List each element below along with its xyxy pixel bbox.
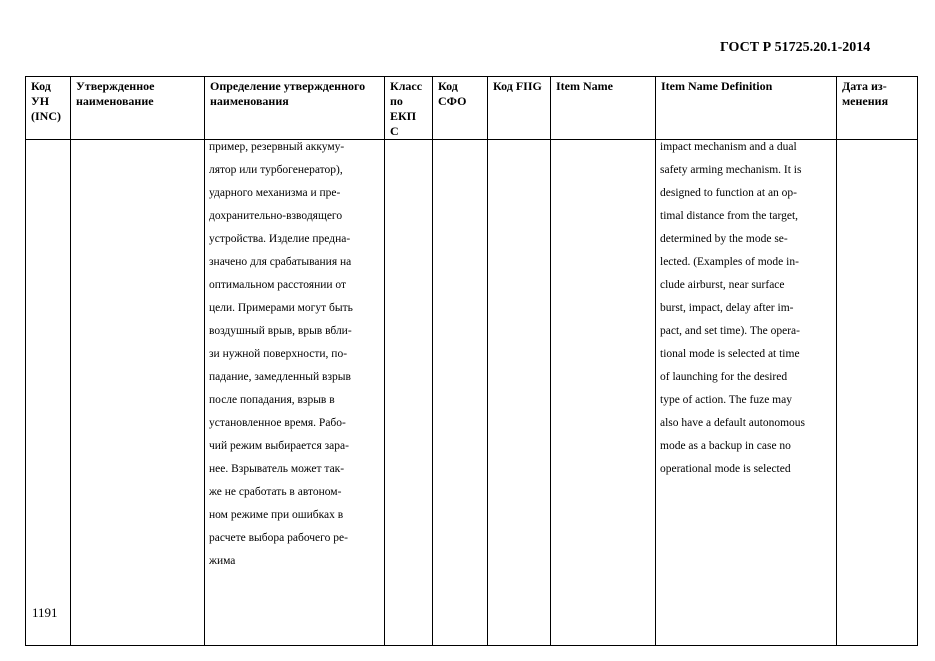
definition-en-lines	[656, 140, 836, 485]
text-line: determined by the mode se-	[660, 233, 788, 245]
text-line: установленное время. Рабо-	[209, 417, 346, 429]
text-line: оптимальном расстоянии от	[209, 279, 347, 291]
text-line: operational mode is selected	[660, 463, 791, 475]
text-line: после попадания, взрыв в	[209, 394, 335, 406]
text-line: ном режиме при ошибках в	[209, 509, 344, 521]
text-line: чий режим выбирается зара-	[209, 440, 349, 452]
catalog-table	[25, 76, 918, 646]
text-line: падание, замедленный взрыв	[209, 371, 351, 383]
text-line: clude airburst, near surface	[660, 279, 785, 291]
header-sfo-code: Код СФО	[433, 77, 488, 140]
header-approved-name: Утвержденное наименование	[71, 77, 205, 140]
cell-fiig-code	[488, 140, 551, 646]
header-item-name: Item Name	[551, 77, 656, 140]
header-inc-code: Код УН (INC)	[26, 77, 71, 140]
table-row	[26, 140, 918, 646]
text-line: timal distance from the target,	[660, 210, 799, 222]
text-line: designed to function at an op-	[660, 187, 798, 199]
text-line: зи нужной поверхности, по-	[209, 348, 348, 360]
text-line: burst, impact, delay after im-	[660, 302, 794, 314]
cell-ekps-class	[385, 140, 433, 646]
text-line: же не сработать в автоном-	[209, 486, 342, 498]
header-fiig-code: Код FIIG	[488, 77, 551, 140]
text-line: нее. Взрыватель может так-	[209, 463, 345, 475]
text-line: of launching for the desired	[660, 371, 788, 383]
text-line: lected. (Examples of mode in-	[660, 256, 799, 268]
text-line: tional mode is selected at time	[660, 348, 800, 360]
text-line: жима	[209, 555, 236, 567]
cell-change-date	[837, 140, 918, 646]
cell-approved-name	[71, 140, 205, 646]
text-line: impact mechanism and a dual	[660, 141, 797, 153]
text-line: значено для срабатывания на	[209, 256, 352, 268]
cell-definition-ru	[205, 140, 385, 646]
text-line: расчете выбора рабочего ре-	[209, 532, 348, 544]
document-standard-number: ГОСТ Р 51725.20.1-2014	[720, 40, 871, 55]
definition-ru-lines	[205, 140, 384, 577]
header-ekps-class: Класс по ЕКП С	[385, 77, 433, 140]
text-line: воздушный врыв, врыв вбли-	[209, 325, 352, 337]
cell-inc-code	[26, 140, 71, 646]
table-header-row	[26, 77, 918, 140]
page-number: 1191	[32, 605, 58, 620]
cell-item-name	[551, 140, 656, 646]
text-line: дохранительно-взводящего	[209, 210, 343, 222]
text-line: pact, and set time). The opera-	[660, 325, 800, 337]
text-line: safety arming mechanism. It is	[660, 164, 802, 176]
text-line: цели. Примерами могут быть	[209, 302, 353, 314]
header-approved-definition: Определение утвержденного наименования	[205, 77, 385, 140]
text-line: пример, резервный аккуму-	[209, 141, 345, 153]
header-change-date: Дата из- менения	[837, 77, 918, 140]
text-line: ударного механизма и пре-	[209, 187, 341, 199]
text-line: also have a default autonomous	[660, 417, 805, 429]
text-line: устройства. Изделие предна-	[209, 233, 351, 245]
text-line: лятор или турбогенератор),	[209, 164, 343, 176]
cell-sfo-code	[433, 140, 488, 646]
cell-definition-en	[656, 140, 837, 646]
text-line: type of action. The fuze may	[660, 394, 792, 406]
header-item-name-definition: Item Name Definition	[656, 77, 837, 140]
text-line: mode as a backup in case no	[660, 440, 791, 452]
